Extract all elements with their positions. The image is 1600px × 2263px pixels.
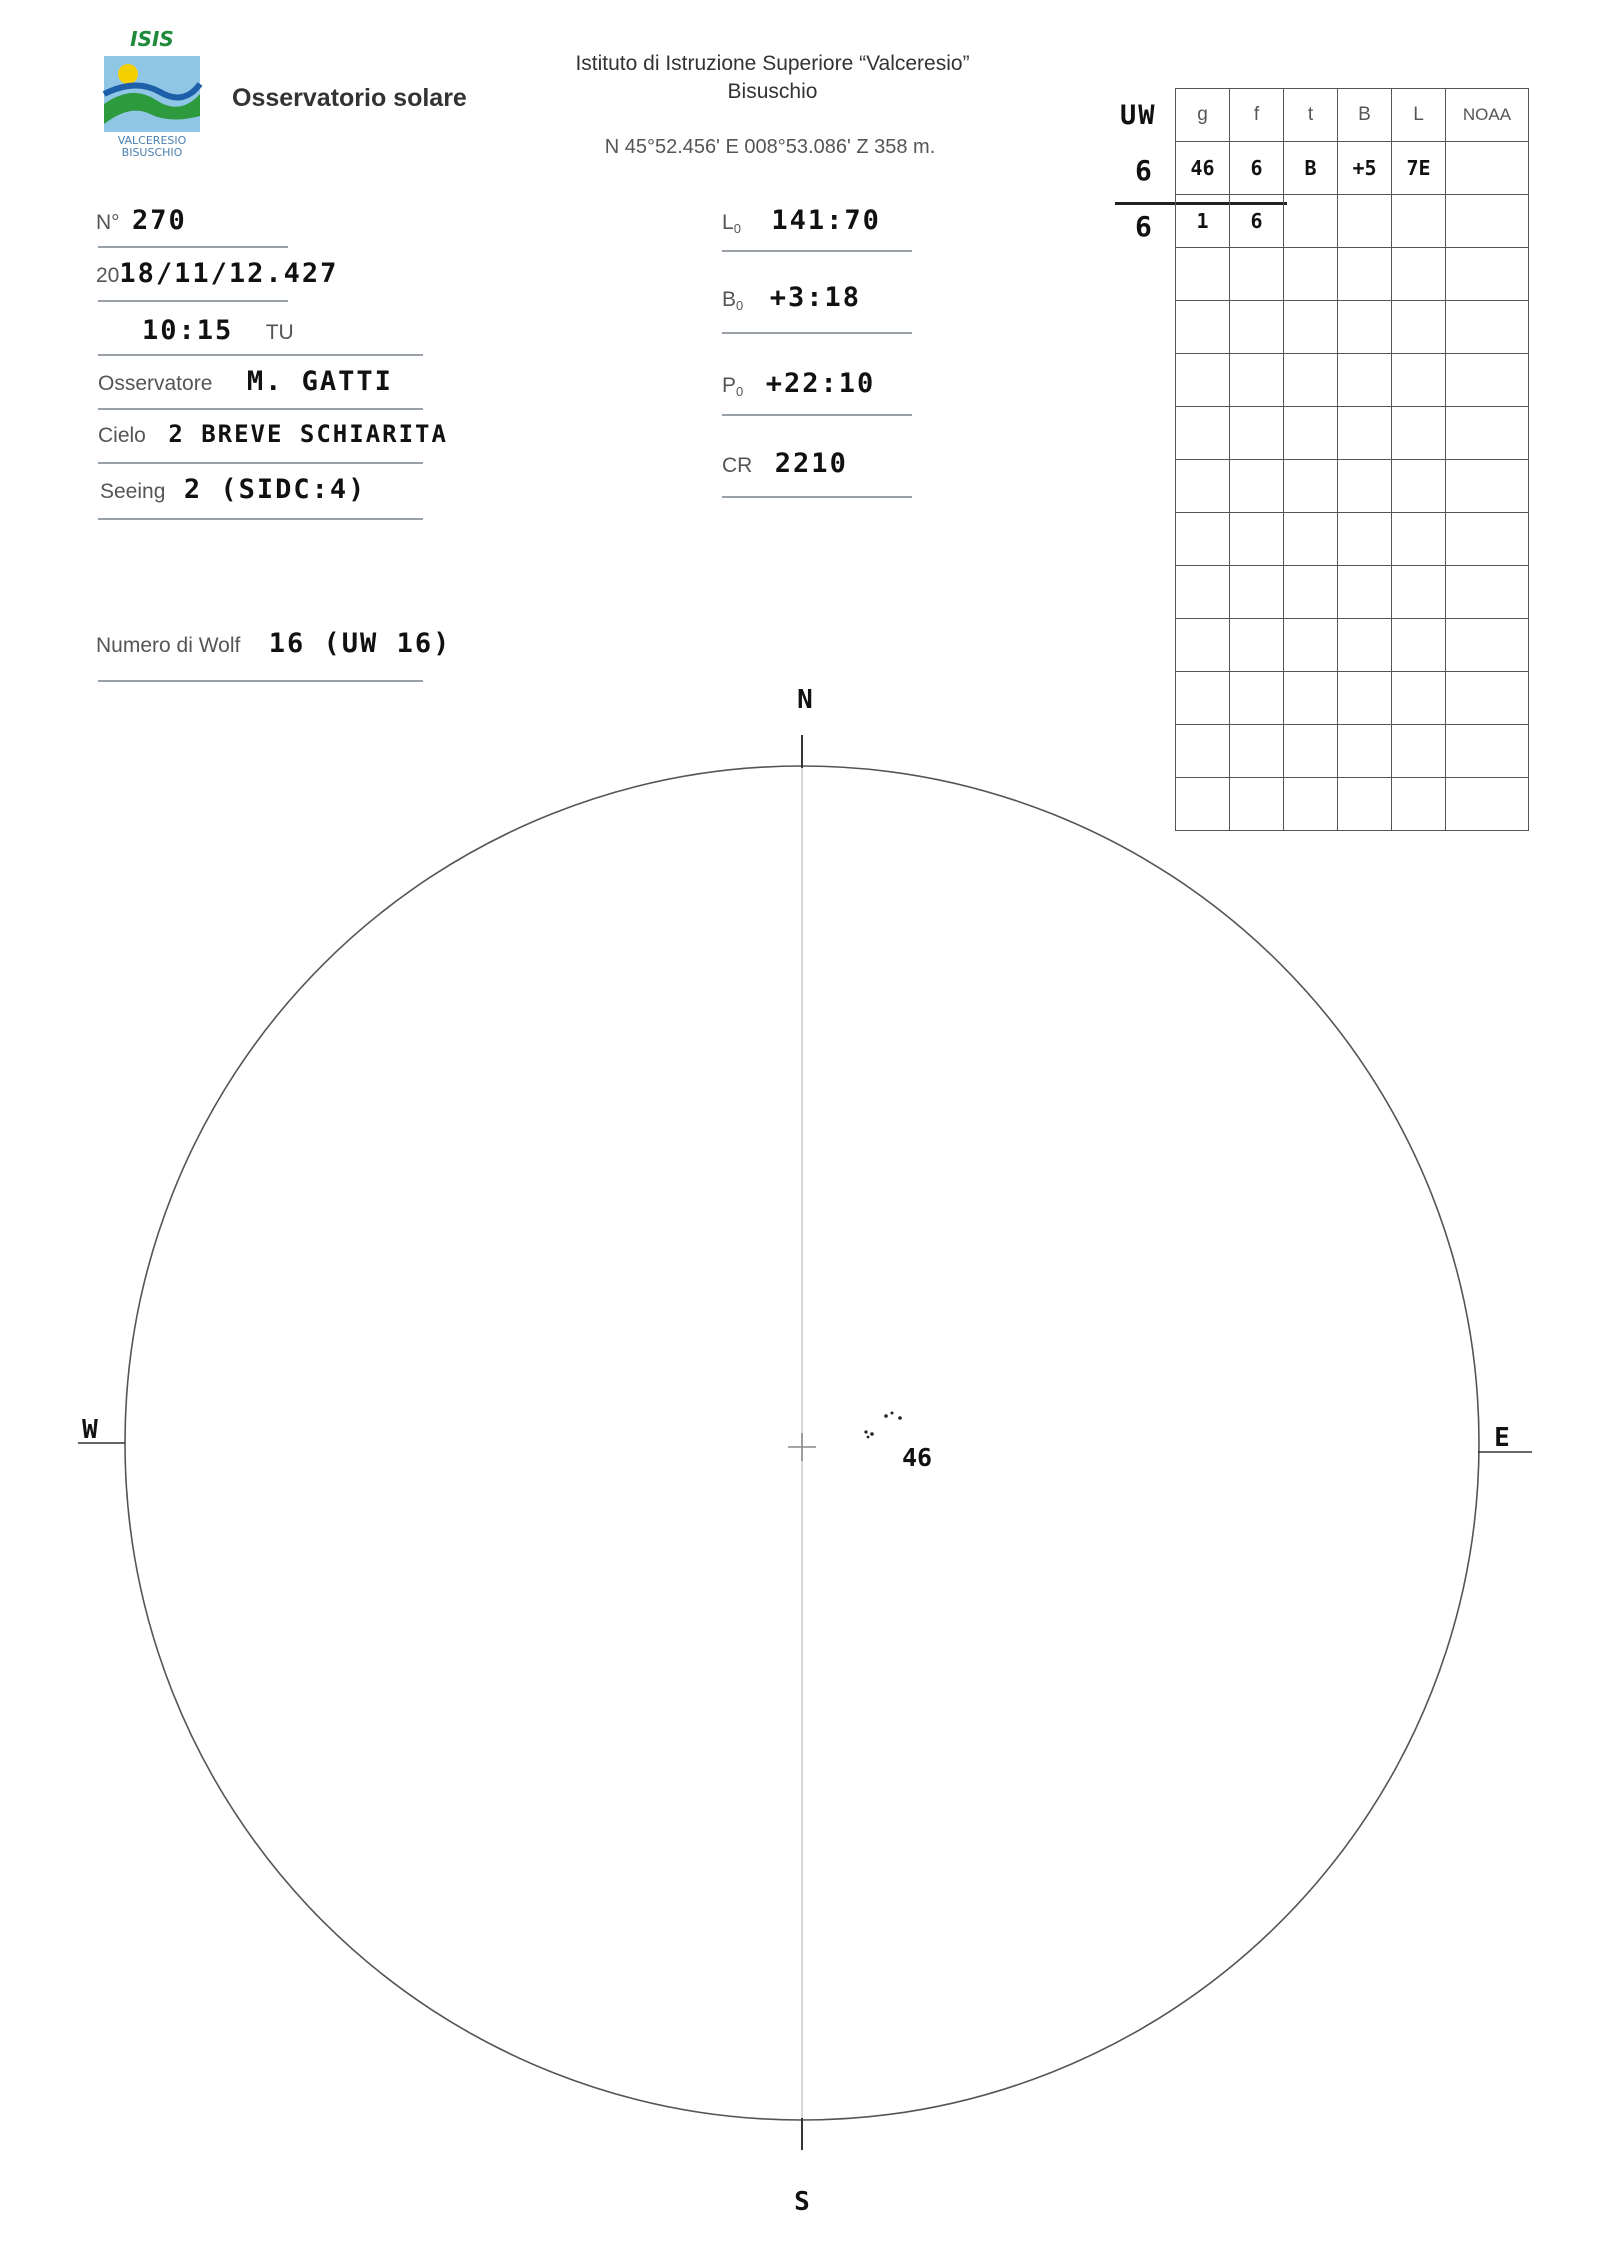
empty-cell xyxy=(1284,566,1338,619)
date-value: 18/11/12.427 xyxy=(119,258,339,289)
wolf-value: 16 (UW 16) xyxy=(268,628,452,659)
cell-b xyxy=(1338,195,1392,248)
institute-name: Istituto di Istruzione Superiore “Valceresio” xyxy=(575,52,970,75)
observer-value: M. GATTI xyxy=(246,366,393,397)
empty-cell xyxy=(1284,460,1338,513)
empty-cell xyxy=(1338,460,1392,513)
cell-b: +5 xyxy=(1338,142,1392,195)
number-field xyxy=(96,205,187,236)
empty-cell xyxy=(1230,248,1284,301)
empty-cell xyxy=(1392,513,1446,566)
cell-g: 1 xyxy=(1176,195,1230,248)
sky-label: Cielo xyxy=(98,424,146,447)
cell-t: B xyxy=(1284,142,1338,195)
seeing-field xyxy=(100,474,366,505)
empty-cell xyxy=(1338,354,1392,407)
time-unit: TU xyxy=(265,321,294,344)
b0-field xyxy=(722,282,861,313)
l0-field xyxy=(722,205,881,236)
observer-label: Osservatore xyxy=(98,372,213,395)
empty-cell xyxy=(1284,301,1338,354)
header-f: f xyxy=(1230,89,1284,142)
empty-cell xyxy=(1230,460,1284,513)
l0-label: L xyxy=(722,211,734,234)
group-table-header xyxy=(1176,89,1529,142)
cr-label: CR xyxy=(722,454,753,477)
empty-cell xyxy=(1230,354,1284,407)
empty-cell xyxy=(1338,566,1392,619)
table-row xyxy=(1176,142,1529,195)
date-prefix: 20 xyxy=(96,264,120,287)
empty-cell xyxy=(1230,301,1284,354)
empty-cell xyxy=(1392,460,1446,513)
wolf-label: Numero di Wolf xyxy=(96,634,241,657)
empty-cell xyxy=(1446,513,1529,566)
empty-cell xyxy=(1284,248,1338,301)
empty-cell xyxy=(1392,248,1446,301)
cell-f: 6 xyxy=(1230,142,1284,195)
table-row xyxy=(1176,407,1529,460)
institute-coordinates: N 45°52.456' E 008°53.086' Z 358 m. xyxy=(604,136,936,158)
empty-cell xyxy=(1230,566,1284,619)
time-field xyxy=(142,315,294,346)
sunspot-group-label: 46 xyxy=(902,1443,933,1472)
p0-label: P xyxy=(722,374,737,397)
sky-field xyxy=(98,420,448,448)
number-value: 270 xyxy=(132,205,187,236)
b0-sub: 0 xyxy=(736,298,744,314)
cr-value: 2210 xyxy=(774,448,848,479)
uw-value-1: 6 xyxy=(1135,154,1154,187)
empty-cell xyxy=(1392,301,1446,354)
east-label: E xyxy=(1494,1423,1510,1453)
table-row xyxy=(1176,566,1529,619)
empty-cell xyxy=(1230,513,1284,566)
number-label: N° xyxy=(96,211,120,234)
table-row xyxy=(1176,513,1529,566)
header-b: B xyxy=(1338,89,1392,142)
p0-field xyxy=(722,368,875,399)
cell-noaa xyxy=(1446,142,1529,195)
empty-cell xyxy=(1176,566,1230,619)
table-row xyxy=(1176,195,1529,248)
uw-header: UW xyxy=(1120,100,1157,131)
empty-cell xyxy=(1176,248,1230,301)
institute-city: Bisuschio xyxy=(727,80,818,103)
p0-sub: 0 xyxy=(736,384,744,400)
empty-cell xyxy=(1446,407,1529,460)
empty-cell xyxy=(1338,301,1392,354)
south-label: S xyxy=(794,2187,810,2217)
time-value: 10:15 xyxy=(142,315,234,346)
empty-cell xyxy=(1392,566,1446,619)
empty-cell xyxy=(1338,513,1392,566)
cell-t xyxy=(1284,195,1338,248)
empty-cell xyxy=(1230,407,1284,460)
logo-text-bottom-1: VALCERESIO xyxy=(117,134,187,147)
empty-cell xyxy=(1176,407,1230,460)
seeing-value: 2 (SIDC:4) xyxy=(183,474,367,505)
observatory-title: Osservatorio solare xyxy=(232,84,467,112)
uw-value-2: 6 xyxy=(1135,210,1154,243)
empty-cell xyxy=(1338,248,1392,301)
header-t: t xyxy=(1284,89,1338,142)
cr-field xyxy=(722,448,848,479)
header-g: g xyxy=(1176,89,1230,142)
empty-cell xyxy=(1446,248,1529,301)
empty-cell xyxy=(1284,354,1338,407)
empty-cell xyxy=(1176,460,1230,513)
sunspot-group xyxy=(864,1412,901,1439)
l0-value: 141:70 xyxy=(771,205,881,236)
cell-noaa xyxy=(1446,195,1529,248)
empty-cell xyxy=(1176,513,1230,566)
cell-f: 6 xyxy=(1230,195,1284,248)
logo-text-top: ISIS xyxy=(130,28,174,51)
west-label: W xyxy=(82,1415,98,1445)
north-label: N xyxy=(797,685,813,715)
empty-cell xyxy=(1392,354,1446,407)
empty-cell xyxy=(1284,407,1338,460)
solar-disk-drawing xyxy=(0,650,1600,2263)
empty-cell xyxy=(1446,301,1529,354)
sky-value: 2 BREVE SCHIARITA xyxy=(168,420,448,448)
cell-g: 46 xyxy=(1176,142,1230,195)
isis-logo xyxy=(96,28,208,158)
empty-cell xyxy=(1446,566,1529,619)
b0-value: +3:18 xyxy=(769,282,861,313)
seeing-label: Seeing xyxy=(100,480,166,503)
empty-cell xyxy=(1446,354,1529,407)
cell-l xyxy=(1392,195,1446,248)
observer-field xyxy=(98,366,393,397)
table-row xyxy=(1176,248,1529,301)
empty-cell xyxy=(1446,460,1529,513)
empty-cell xyxy=(1338,407,1392,460)
table-row xyxy=(1176,460,1529,513)
l0-sub: 0 xyxy=(733,221,741,237)
header-noaa: NOAA xyxy=(1446,89,1529,142)
date-field xyxy=(96,258,338,289)
b0-label: B xyxy=(722,288,737,311)
p0-value: +22:10 xyxy=(765,368,876,399)
header-l: L xyxy=(1392,89,1446,142)
cell-l: 7E xyxy=(1392,142,1446,195)
logo-text-bottom-2: BISUSCHIO xyxy=(121,146,183,158)
empty-cell xyxy=(1284,513,1338,566)
empty-cell xyxy=(1392,407,1446,460)
empty-cell xyxy=(1176,301,1230,354)
table-row xyxy=(1176,301,1529,354)
empty-cell xyxy=(1176,354,1230,407)
table-row xyxy=(1176,354,1529,407)
